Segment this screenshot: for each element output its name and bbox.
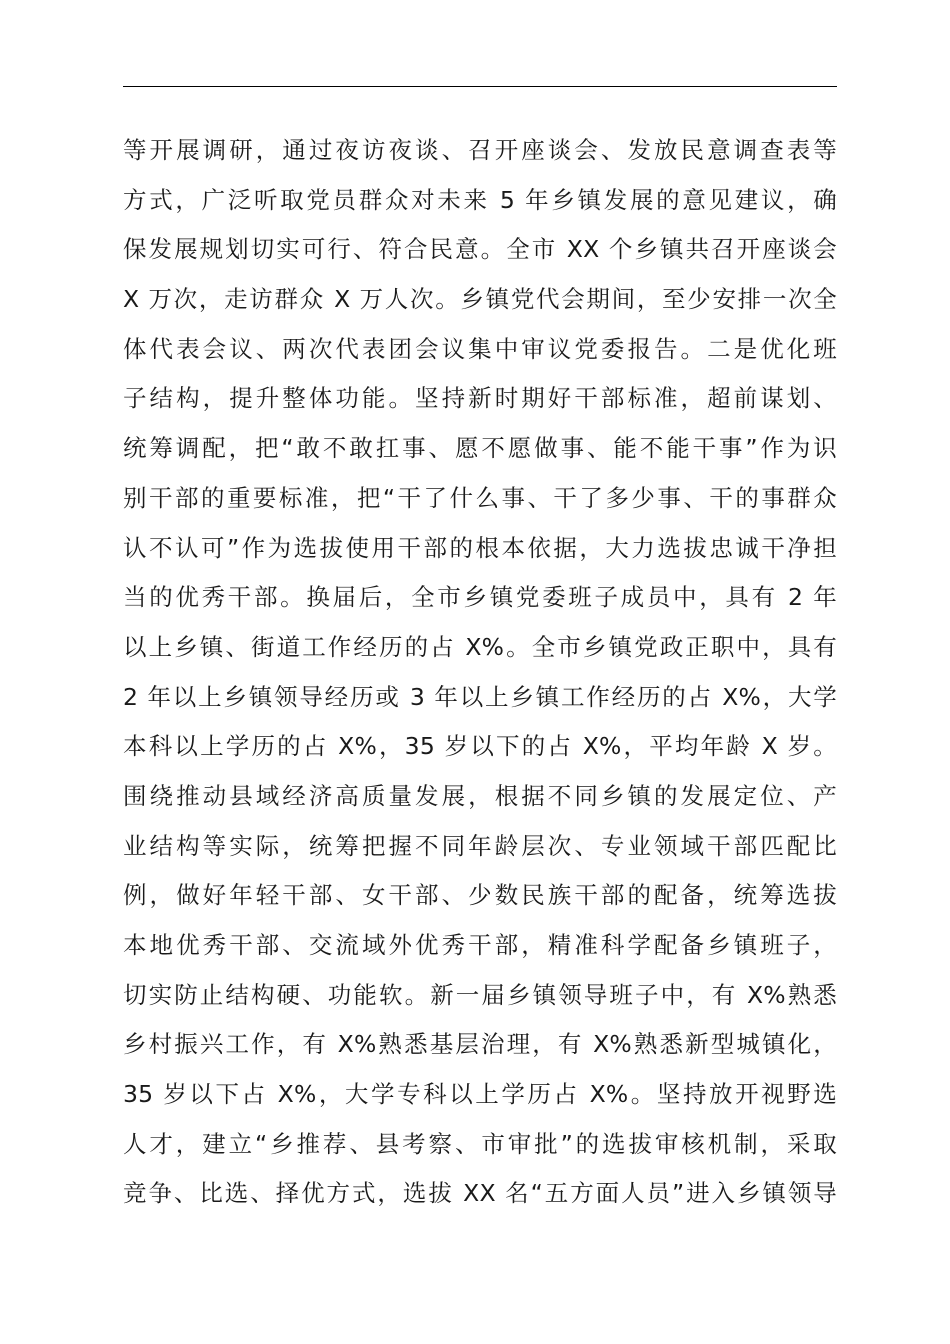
text-line-21: 人才，建立“乡推荐、县考察、市审批”的选拔审核机制，采取	[123, 1129, 837, 1158]
text-line-8: 别干部的重要标准，把“干了什么事、干了多少事、干的事群众	[123, 483, 837, 512]
text-line-1: 等开展调研，通过夜访夜谈、召开座谈会、发放民意调查表等	[123, 136, 837, 164]
text-line-20: 35 岁以下占 X%，大学专科以上学历占 X%。坚持放开视野选	[123, 1080, 837, 1109]
document-body	[123, 126, 843, 1219]
text-line-14: 围绕推动县域经济高质量发展，根据不同乡镇的发展定位、产	[123, 781, 837, 810]
text-line-11: 以上乡镇、街道工作经历的占 X%。全市乡镇党政正职中，具有	[123, 632, 837, 661]
text-line-22: 竞争、比选、择优方式，选拔 XX 名“五方面人员”进入乡镇领导	[123, 1179, 837, 1208]
text-line-18: 切实防止结构硬、功能软。新一届乡镇领导班子中，有 X%熟悉	[123, 980, 837, 1009]
text-line-19: 乡村振兴工作，有 X%熟悉基层治理，有 X%熟悉新型城镇化，	[123, 1030, 837, 1059]
text-line-5: 体代表会议、两次代表团会议集中审议党委报告。二是优化班	[123, 334, 837, 363]
header-divider	[123, 86, 837, 87]
text-line-12: 2 年以上乡镇领导经历或 3 年以上乡镇工作经历的占 X%，大学	[123, 682, 837, 711]
text-line-10: 当的优秀干部。换届后，全市乡镇党委班子成员中，具有 2 年	[123, 583, 837, 612]
text-line-16: 例，做好年轻干部、女干部、少数民族干部的配备，统筹选拔	[123, 881, 837, 910]
text-line-6: 子结构，提升整体功能。坚持新时期好干部标准，超前谋划、	[123, 384, 837, 413]
text-line-15: 业结构等实际，统筹把握不同年龄层次、专业领域干部匹配比	[123, 831, 837, 860]
text-line-3: 保发展规划切实可行、符合民意。全市 XX 个乡镇共召开座谈会	[123, 235, 837, 264]
text-line-9: 认不认可”作为选拔使用干部的根本依据，大力选拔忠诚干净担	[123, 533, 837, 562]
text-line-17: 本地优秀干部、交流域外优秀干部，精准科学配备乡镇班子，	[123, 931, 837, 959]
text-line-2: 方式，广泛听取党员群众对未来 5 年乡镇发展的意见建议，确	[123, 185, 837, 214]
text-line-7: 统筹调配，把“敢不敢扛事、愿不愿做事、能不能干事”作为识	[123, 434, 837, 463]
text-line-13: 本科以上学历的占 X%，35 岁以下的占 X%，平均年龄 X 岁。	[123, 732, 837, 761]
text-line-4: X 万次，走访群众 X 万人次。乡镇党代会期间，至少安排一次全	[123, 285, 837, 314]
